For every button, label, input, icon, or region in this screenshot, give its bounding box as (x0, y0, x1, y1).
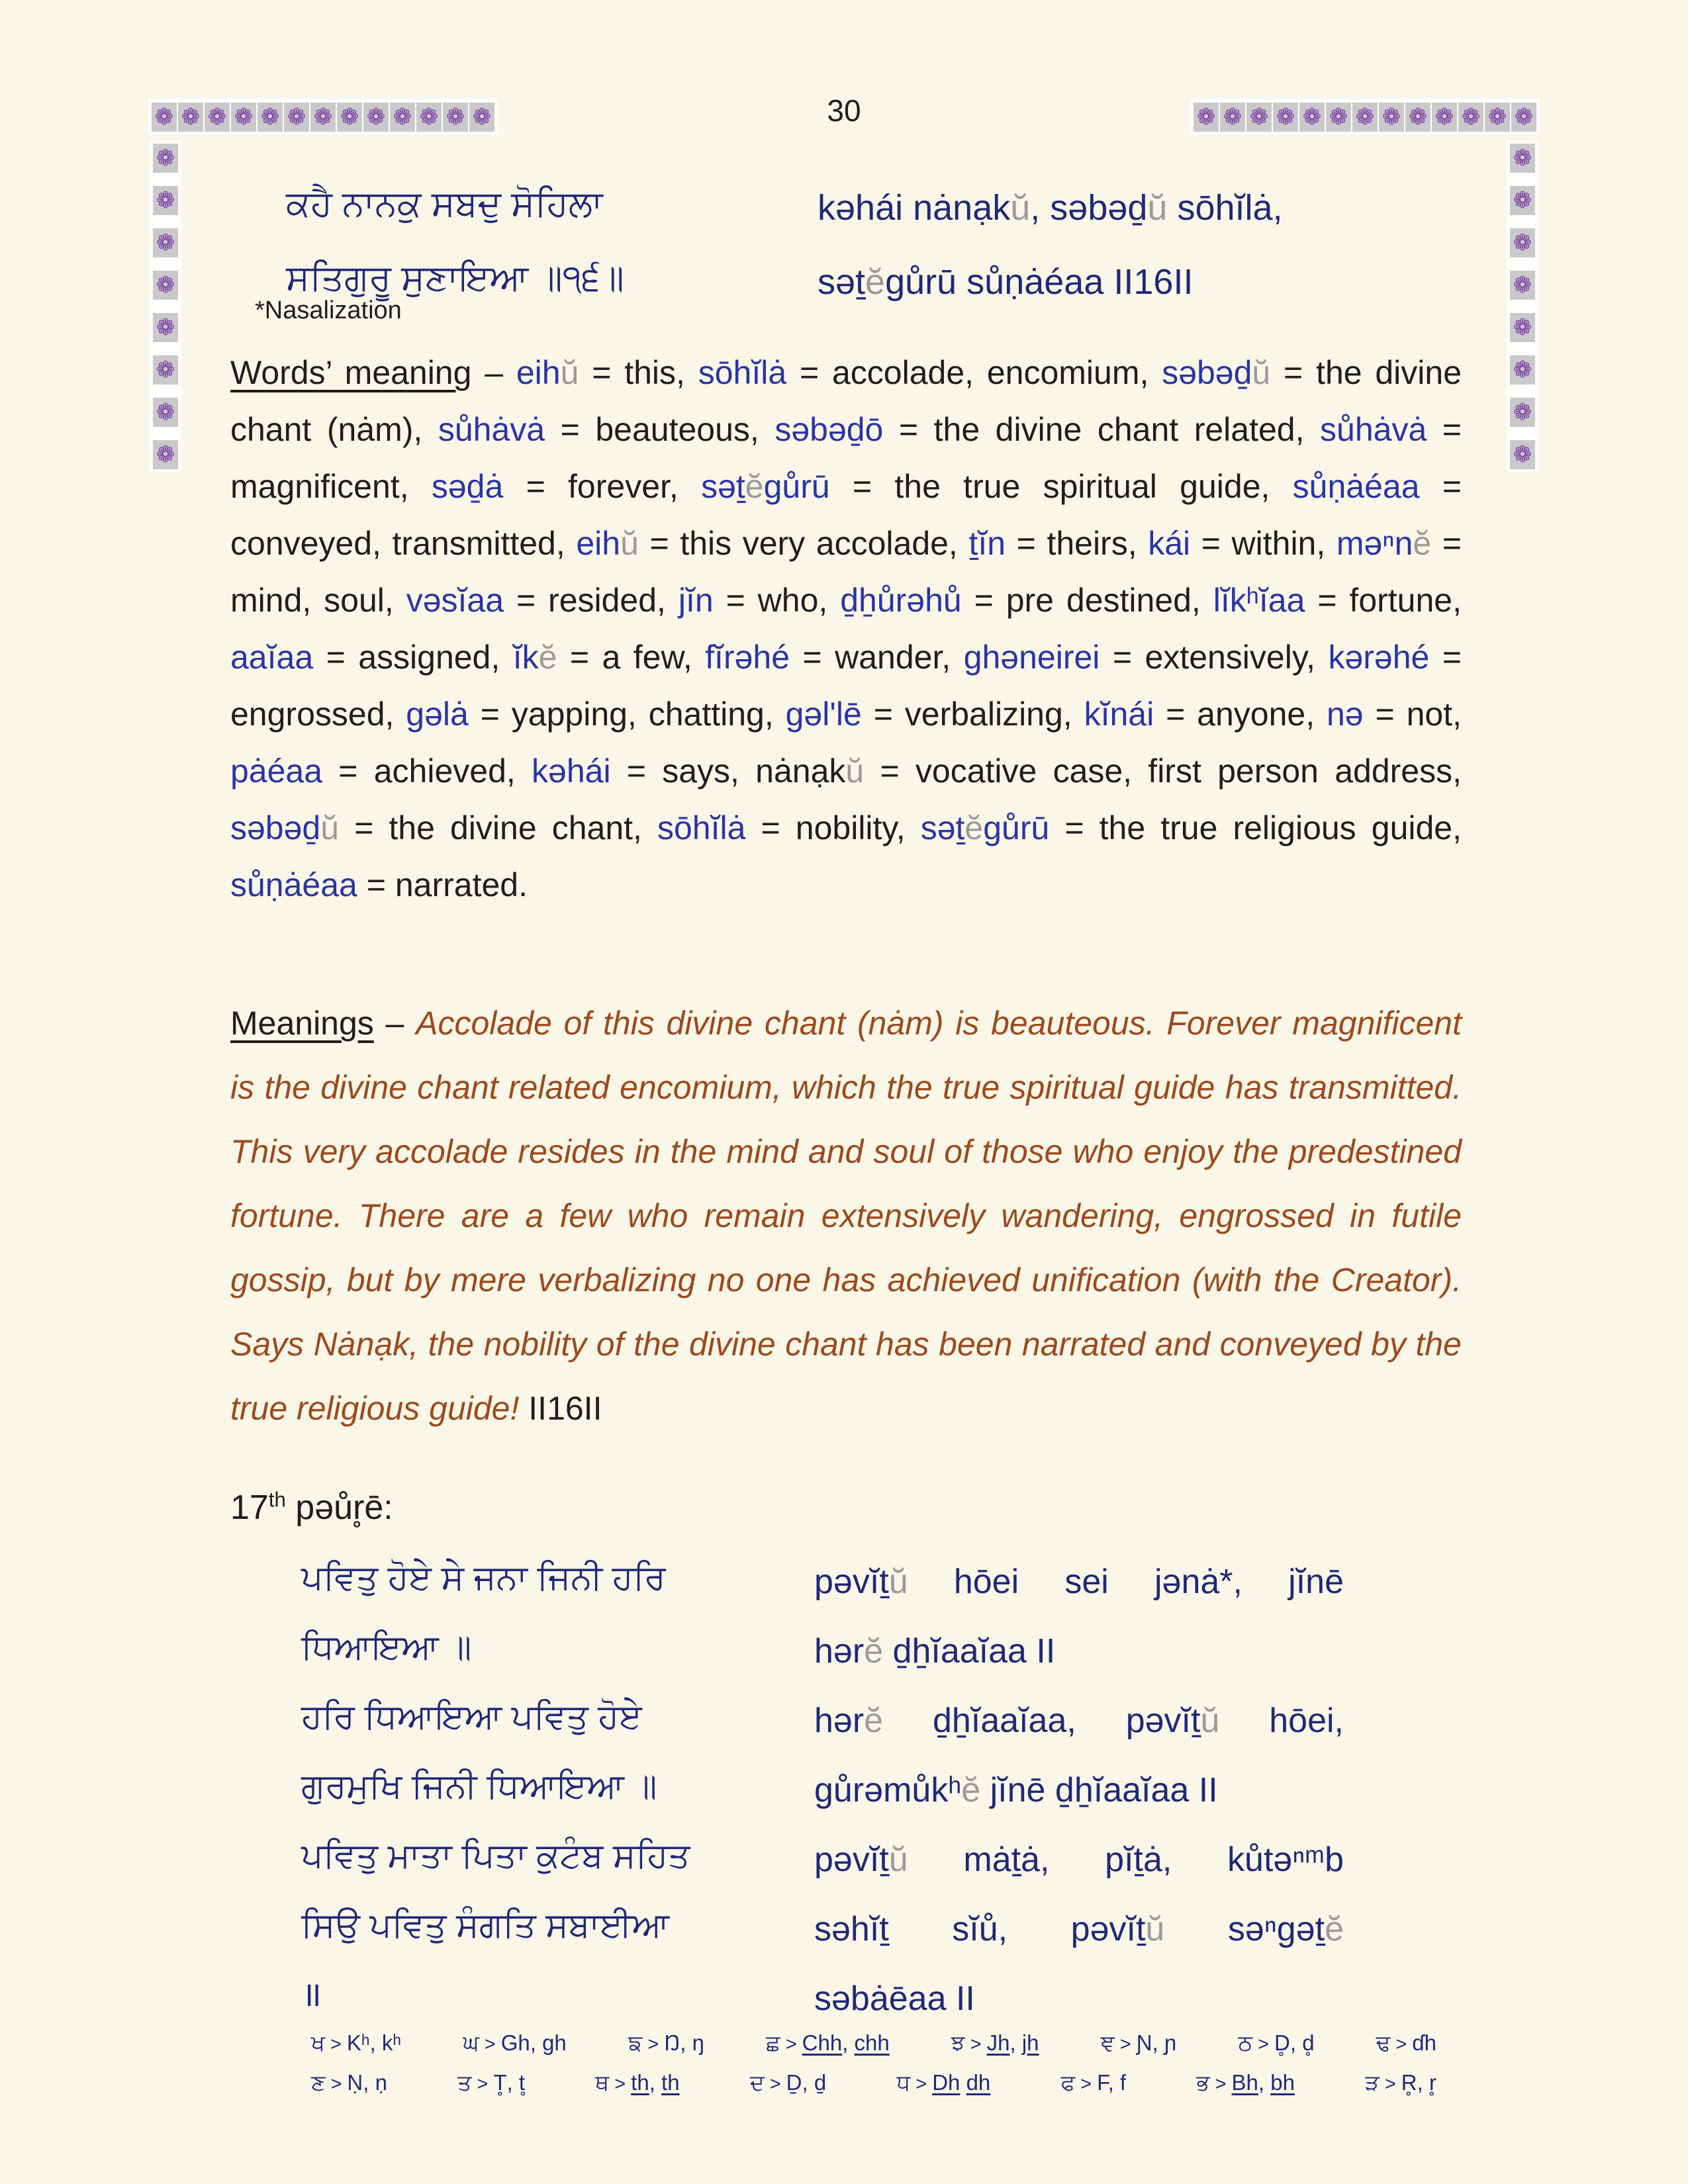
latin-equivalent: bh (1270, 2070, 1295, 2095)
text-segment: gůrū sůṇȧéaa II16II (885, 262, 1194, 302)
text-segment: ŭ (620, 525, 639, 562)
gurmukhi-letter: ਤ (457, 2070, 472, 2095)
text-segment: eih (576, 525, 621, 562)
text-segment: ŭ (560, 354, 579, 391)
text-segment: ŭ (888, 1563, 908, 1601)
text-segment: jĭn (678, 582, 714, 619)
separator: , (1258, 2070, 1271, 2095)
text-segment: jĭnē ḏẖĭaaĭaa II (980, 1771, 1218, 1809)
flower-ornament: ❁ (153, 144, 178, 173)
latin-equivalent: Kʰ (346, 2030, 370, 2055)
letter-mapping (595, 2064, 679, 2103)
separator (960, 2070, 966, 2095)
text-segment: ŭ (1147, 188, 1168, 228)
letter-mapping (1376, 2024, 1436, 2064)
flower-ornament: ❁ (205, 103, 230, 132)
letter-mapping (628, 2024, 704, 2064)
flower-ornament: ❁ (390, 103, 415, 132)
nasalization-note: *Nasalization (255, 296, 402, 324)
latin-equivalent: Bh (1231, 2070, 1258, 2095)
text-segment: = this, (579, 354, 698, 391)
latin-equivalent: Gh (500, 2030, 530, 2055)
flower-ornament: ❁ (178, 103, 203, 132)
flower-ornament: ❁ (1510, 228, 1535, 257)
text-segment: = wander, (790, 639, 964, 676)
separator: , (1417, 2070, 1429, 2095)
separator: , (802, 2070, 814, 2095)
gurmukhi-letter: ਧ (896, 2070, 911, 2095)
text-segment: = verbalizing, (861, 696, 1084, 733)
text-segment: ĕ (1325, 1910, 1344, 1948)
transliteration-key-row (311, 2064, 1436, 2103)
meanings-heading: Meanings (230, 1005, 374, 1042)
gurmukhi-line: ਪਵਿਤੁ ਹੋਏ ਸੇ ਜਨਾ ਜਿਨੀ ਹਰਿ (301, 1559, 666, 1597)
text-segment: kəhái nȧnạk (818, 188, 1011, 228)
text-segment: səbəḏō (774, 411, 884, 448)
text-segment: = vocative case, first person address, (864, 752, 1462, 790)
ornament-border-top-left (148, 99, 498, 135)
maps-to-arrow: > (330, 2073, 342, 2095)
verse-reference: II16II (528, 1390, 602, 1427)
flower-ornament: ❁ (1220, 103, 1245, 132)
flower-ornament: ❁ (1510, 271, 1535, 300)
text-segment: sůhȧvȧ (1320, 411, 1427, 448)
latin-equivalent: Ḏ (786, 2070, 802, 2095)
flower-ornament: ❁ (1299, 103, 1325, 132)
separator: , (1152, 2030, 1164, 2055)
text-segment: = the true religious guide, (1049, 809, 1462, 846)
transliteration-line (814, 1547, 1344, 1617)
separator: , (680, 2030, 692, 2055)
flower-ornament: ❁ (1379, 103, 1404, 132)
latin-equivalent: D̥ (1274, 2030, 1290, 2055)
letter-mapping (1196, 2064, 1295, 2103)
words-meaning-heading: Words’ meaning (230, 354, 472, 391)
text-segment: sōhĭlȧ (657, 809, 746, 846)
flower-ornament: ❁ (153, 398, 178, 427)
transliteration-line (814, 1825, 1344, 1895)
text-segment: = who, (713, 582, 841, 619)
text-segment: , səbəḏ (1030, 188, 1148, 228)
gurmukhi-line: ਹਰਿ ਧਿਆਇਆ ਪਵਿਤੁ ਹੋਏ (301, 1698, 642, 1736)
text-segment: hər (814, 1632, 865, 1670)
text-segment: gəlȧ (406, 696, 469, 733)
text-segment: sůṇȧéaa (1292, 468, 1420, 505)
flower-ornament: ❁ (284, 103, 309, 132)
text-segment: ĭk (512, 639, 539, 676)
pauri-17-heading (230, 1488, 393, 1527)
gurmukhi-line: ਸਿਉ ਪਵਿਤੁ ਸੰਗਤਿ ਸਬਾਈਆ (301, 1906, 670, 1944)
text-segment: = this very accolade, (638, 525, 969, 562)
letter-mapping (1101, 2024, 1177, 2064)
text-segment: aaĭaa (230, 639, 314, 676)
text-segment: səhĭṯ sĭů, pəvĭṯ (814, 1910, 1146, 1948)
text-segment: ghəneirei (963, 639, 1100, 676)
separator: , (1107, 2070, 1120, 2095)
letter-mapping (457, 2064, 525, 2103)
maps-to-arrow: > (484, 2034, 496, 2055)
text-segment: kərəhé (1328, 639, 1430, 676)
text-segment: = accolade, encomium, (786, 354, 1162, 391)
maps-to-arrow: > (647, 2034, 659, 2055)
latin-equivalent: Jh (986, 2030, 1010, 2055)
transliteration-line (814, 1895, 1344, 1964)
text-segment: hər (814, 1702, 865, 1740)
flower-ornament: ❁ (469, 103, 494, 132)
text-segment: mȧṯȧ, pĭṯȧ, kůtəⁿᵐb (908, 1841, 1344, 1879)
text-segment: gəlʹlē (785, 696, 862, 733)
latin-equivalent: Ɲ (1136, 2030, 1152, 2055)
text-segment: hōei, (1219, 1702, 1344, 1740)
separator: , (1009, 2030, 1022, 2055)
transliteration-line (814, 1686, 1344, 1756)
text-segment: ḏẖĭaaĭaa, pəvĭṯ (883, 1702, 1201, 1740)
ornament-border-right (1507, 140, 1538, 473)
text-segment: fĭrəhé (705, 639, 790, 676)
text-segment: eih (516, 354, 561, 391)
meanings-translation-text: Accolade of this divine chant (nȧm) is beauteous. Forever magnificent is the divine chant related encomium, which the true spiritual guide has transmitted. This very accolade resides in the mind and soul of those who enjoy the predestined fortune. There are a few who remain extensively wandering, engrossed in futile gossip, but by mere verbalizing no one has achieved unification (with the Creator). Says Nȧnạk, the nobility of the divine chant has been narrated and conveyed by the true religious guide! (230, 1005, 1462, 1427)
latin-equivalent: ɲ (1164, 2030, 1177, 2055)
ornament-border-left (150, 140, 181, 473)
flower-ornament: ❁ (1405, 103, 1430, 132)
transliteration-line (818, 171, 1283, 245)
text-segment: məⁿn (1336, 525, 1413, 562)
text-segment: səṯ (701, 468, 745, 505)
maps-to-arrow: > (614, 2073, 626, 2095)
letter-mapping (311, 2024, 401, 2064)
latin-equivalent: f (1119, 2070, 1127, 2095)
letter-mapping (896, 2064, 990, 2103)
latin-equivalent: Ṇ (347, 2070, 363, 2095)
gurmukhi-letter: ਫ (1060, 2070, 1076, 2095)
gurmukhi-letter: ਣ (311, 2070, 326, 2095)
text-segment: ḏẖĭaaĭaa II (883, 1632, 1056, 1670)
text-segment: ĕ (1413, 525, 1432, 562)
separator: , (530, 2030, 543, 2055)
pauri-17-transliteration (814, 1547, 1344, 2034)
letter-mapping (1365, 2064, 1436, 2103)
separator: , (649, 2070, 662, 2095)
text-segment: = engrossed, (230, 639, 1462, 733)
text-segment: = forever, (503, 468, 702, 505)
gurmukhi-line: ਧਿਆਇਆ ॥ (301, 1628, 472, 1666)
maps-to-arrow: > (1384, 2073, 1396, 2095)
maps-to-arrow: > (1080, 2073, 1092, 2095)
words-meaning-paragraph (230, 344, 1462, 913)
flower-ornament: ❁ (258, 103, 283, 132)
text-segment: sůhȧvȧ (438, 411, 545, 448)
flower-ornament: ❁ (152, 103, 177, 132)
text-segment: kái (1148, 525, 1191, 562)
flower-ornament: ❁ (1246, 103, 1272, 132)
text-segment: = pre destined, (961, 582, 1213, 619)
text-segment: ĕ (538, 639, 557, 676)
transliteration-key (311, 2024, 1436, 2103)
text-segment: ĕ (745, 468, 764, 505)
flower-ornament: ❁ (1458, 103, 1483, 132)
latin-equivalent: ŋ (692, 2030, 704, 2055)
maps-to-arrow: > (1119, 2034, 1131, 2055)
gurmukhi-letter: ਙ (628, 2030, 643, 2055)
gurmukhi-line: ॥ (301, 1976, 322, 2014)
latin-equivalent: R̥ (1401, 2070, 1417, 2095)
flower-ornament: ❁ (1510, 313, 1535, 342)
text-segment: sůṇȧéaa (230, 866, 357, 903)
pauri-label: pəůr̥ē: (285, 1488, 393, 1527)
text-segment: səḏȧ (431, 468, 504, 505)
text-segment: = fortune, (1305, 582, 1462, 619)
text-segment: nȧnạk (755, 752, 846, 790)
separator-dash: – (471, 354, 516, 391)
maps-to-arrow: > (477, 2073, 489, 2095)
text-segment: = extensively, (1100, 639, 1329, 676)
text-segment: ŭ (1252, 354, 1271, 391)
text-segment: = a few, (557, 639, 706, 676)
latin-equivalent: gh (542, 2030, 567, 2055)
maps-to-arrow: > (330, 2034, 342, 2055)
transliteration-key-row (311, 2024, 1436, 2064)
maps-to-arrow: > (785, 2034, 797, 2055)
flower-ornament: ❁ (1510, 144, 1535, 173)
transliteration-line (814, 1756, 1344, 1825)
flower-ornament: ❁ (231, 103, 256, 132)
latin-equivalent: r̥ (1429, 2070, 1436, 2095)
flower-ornament: ❁ (416, 103, 442, 132)
latin-equivalent: Ŋ (664, 2030, 680, 2055)
text-segment: səṯ (920, 809, 965, 846)
text-segment: ĕ (961, 1771, 981, 1809)
latin-equivalent: d̥ (1302, 2030, 1315, 2055)
maps-to-arrow: > (970, 2034, 982, 2055)
text-segment: = the divine chant (nȧm), (230, 354, 1462, 448)
text-segment: = yapping, chatting, (468, 696, 786, 733)
gurmukhi-line: ਗੁਰਮੁਖਿ ਜਿਨੀ ਧਿਆਇਆ ॥ (301, 1767, 657, 1805)
flower-ornament: ❁ (153, 228, 178, 257)
latin-equivalent: chh (854, 2030, 890, 2055)
flower-ornament: ❁ (1485, 103, 1510, 132)
text-segment: səbȧēaa II (814, 1979, 975, 2018)
text-segment: = theirs, (1006, 525, 1149, 562)
latin-equivalent: ɗh (1412, 2030, 1436, 2055)
text-segment: ŭ (320, 809, 340, 846)
text-segment: pəvĭṯ (814, 1563, 889, 1601)
text-segment: = magnificent, (230, 411, 1462, 505)
text-segment: ŭ (888, 1841, 908, 1879)
text-segment: ḏẖůrəhů (840, 582, 962, 619)
gurmukhi-line: ਸਤਿਗੁਰੂ ਸੁਣਾਇਆ ॥੧੬॥ (286, 258, 624, 298)
latin-equivalent: jh (1021, 2030, 1039, 2055)
flower-ornament: ❁ (153, 355, 178, 385)
gurmukhi-letter: ੜ (1365, 2070, 1380, 2095)
latin-equivalent: Dh (932, 2070, 961, 2095)
letter-mapping (951, 2024, 1039, 2064)
latin-equivalent: ṇ (375, 2070, 387, 2095)
text-segment: = the divine chant related, (883, 411, 1321, 448)
gurmukhi-letter: ਘ (463, 2030, 479, 2055)
latin-equivalent: dh (966, 2070, 991, 2095)
flower-ornament: ❁ (153, 440, 178, 469)
latin-equivalent: T̥ (493, 2070, 507, 2095)
text-segment: = mind, soul, (230, 525, 1462, 619)
ornament-border-top-right (1190, 99, 1540, 135)
text-segment: = assigned, (313, 639, 513, 676)
gurmukhi-letter: ਠ (1238, 2030, 1253, 2055)
text-segment: lĭkʰĭaa (1213, 582, 1305, 619)
maps-to-arrow: > (1258, 2034, 1270, 2055)
separator-dash: – (373, 1005, 416, 1042)
flower-ornament: ❁ (1194, 103, 1219, 132)
flower-ornament: ❁ (153, 186, 178, 215)
text-segment: = the divine chant, (339, 809, 657, 846)
text-segment: = conveyed, transmitted, (230, 468, 1462, 562)
letter-mapping (463, 2024, 567, 2064)
text-segment: vəsĭaa (406, 582, 504, 619)
maps-to-arrow: > (1395, 2034, 1407, 2055)
text-segment: pȧéaa (230, 752, 323, 790)
flower-ornament: ❁ (1510, 398, 1535, 427)
separator: , (1289, 2030, 1303, 2055)
maps-to-arrow: > (769, 2073, 781, 2095)
text-segment: = anyone, (1154, 696, 1327, 733)
separator: , (369, 2030, 382, 2055)
gurmukhi-letter: ਢ (1376, 2030, 1391, 2055)
flower-ornament: ❁ (337, 103, 362, 132)
flower-ornament: ❁ (1273, 103, 1298, 132)
flower-ornament: ❁ (1510, 355, 1535, 385)
flower-ornament: ❁ (153, 271, 178, 300)
text-segment: = says, (610, 752, 756, 790)
transliteration-line (818, 245, 1283, 319)
letter-mapping (1238, 2024, 1314, 2064)
text-segment: hōei sei jənȧ*, jĭnē (908, 1563, 1344, 1601)
letter-mapping (1061, 2064, 1127, 2103)
separator: , (506, 2070, 519, 2095)
text-segment: kəhái (532, 752, 611, 790)
text-segment: gůrəmůkʰ (814, 1771, 962, 1809)
text-segment: ŭ (1010, 188, 1031, 228)
text-segment: = not, (1363, 696, 1462, 733)
separator: , (363, 2070, 375, 2095)
text-segment: = achieved, (322, 752, 532, 790)
gurmukhi-letter: ਛ (766, 2030, 780, 2055)
latin-equivalent: Chh (802, 2030, 843, 2055)
text-segment: pəvĭṯ (814, 1841, 889, 1879)
letter-mapping (750, 2064, 826, 2103)
text-segment: səbəḏ (230, 809, 321, 846)
gurmukhi-letter: ਝ (951, 2030, 965, 2055)
text-segment: səṯ (818, 262, 866, 302)
flower-ornament: ❁ (1510, 440, 1535, 469)
text-segment: = within, (1190, 525, 1336, 562)
maps-to-arrow: > (1215, 2073, 1227, 2095)
text-segment: = nobility, (745, 809, 921, 846)
latin-equivalent: kʰ (381, 2030, 402, 2055)
text-segment: ŭ (1200, 1702, 1220, 1740)
text-segment: ṯĭn (968, 525, 1006, 562)
text-segment: sōhĭlȧ (698, 354, 787, 391)
page-number: 30 (827, 93, 861, 128)
text-segment: ŭ (845, 752, 865, 790)
gurmukhi-letter: ਥ (595, 2070, 610, 2095)
latin-equivalent: ḏ (814, 2070, 827, 2095)
pauri-number: 17 (230, 1488, 269, 1527)
latin-equivalent: F (1097, 2070, 1108, 2095)
latin-equivalent: th (631, 2070, 649, 2095)
flower-ornament: ❁ (153, 313, 178, 342)
text-segment: gůrū (763, 468, 830, 505)
maps-to-arrow: > (915, 2073, 927, 2095)
verse-16-gurmukhi (286, 167, 624, 315)
separator: , (842, 2030, 855, 2055)
gurmukhi-letter: ਞ (1100, 2030, 1115, 2055)
text-segment: = the true spiritual guide, (829, 468, 1293, 505)
text-segment: ĕ (864, 1702, 884, 1740)
flower-ornament: ❁ (1326, 103, 1351, 132)
gurmukhi-letter: ਦ (749, 2070, 765, 2095)
letter-mapping (311, 2064, 387, 2103)
text-segment: sōhĭlȧ, (1167, 188, 1283, 228)
ordinal-suffix: th (268, 1488, 286, 1512)
gurmukhi-letter: ਖ (311, 2030, 325, 2055)
text-segment: = beauteous, (545, 411, 775, 448)
gurmukhi-letter: ਭ (1196, 2070, 1210, 2095)
text-segment: səbəḏ (1162, 354, 1252, 391)
text-segment: ŭ (1145, 1910, 1165, 1948)
text-segment: gůrū (983, 809, 1050, 846)
latin-equivalent: t̥ (518, 2070, 525, 2095)
text-segment: nə (1327, 696, 1364, 733)
flower-ornament: ❁ (1432, 103, 1457, 132)
flower-ornament: ❁ (1510, 186, 1535, 215)
gurmukhi-line: ਪਵਿਤੁ ਮਾਤਾ ਪਿਤਾ ਕੁਟੰਬ ਸਹਿਤ (301, 1837, 690, 1875)
text-segment: kĭnái (1084, 696, 1154, 733)
pauri-17-gurmukhi (301, 1543, 784, 2030)
gurmukhi-line: ਕਹੈ ਨਾਨਕੁ ਸਬਦੁ ਸੋਹਿਲਾ (286, 184, 603, 224)
flower-ornament: ❁ (1352, 103, 1378, 132)
text-segment: = resided, (504, 582, 679, 619)
meanings-paragraph (230, 991, 1462, 1441)
text-segment: = narrated. (357, 866, 528, 903)
verse-16-transliteration (818, 171, 1283, 319)
letter-mapping (766, 2024, 890, 2064)
words-meaning-definitions (230, 354, 1462, 903)
flower-ornament: ❁ (363, 103, 389, 132)
flower-ornament: ❁ (443, 103, 468, 132)
latin-equivalent: th (661, 2070, 680, 2095)
text-segment: ĕ (864, 1632, 884, 1670)
text-segment: səⁿgəṯ (1164, 1910, 1325, 1948)
text-segment: ĕ (964, 809, 984, 846)
text-segment: ĕ (865, 262, 886, 302)
transliteration-line (814, 1617, 1344, 1686)
flower-ornament: ❁ (310, 103, 336, 132)
flower-ornament: ❁ (1511, 103, 1536, 132)
